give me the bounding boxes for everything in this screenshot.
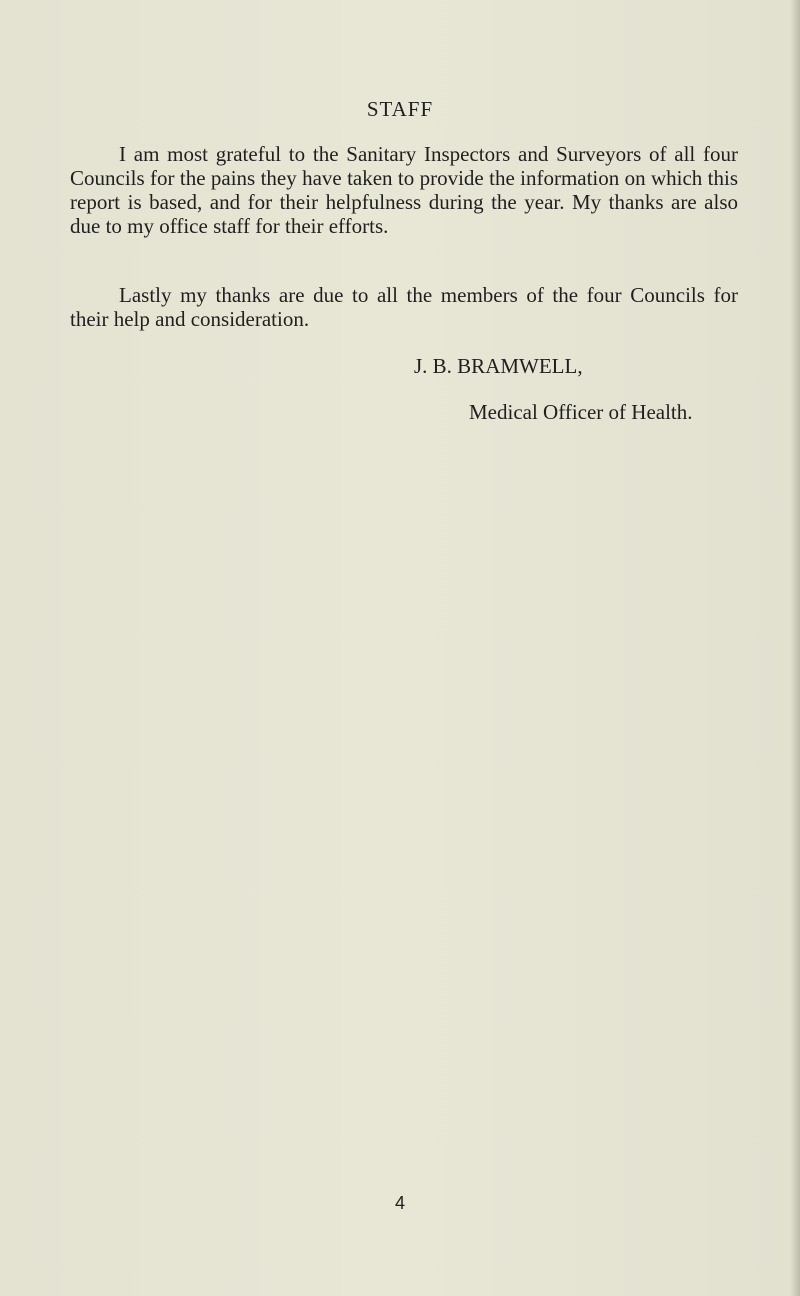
page-number: 4 [394,1193,405,1213]
signature-title: Medical Officer of Health. [469,400,693,424]
paragraph-council-thanks: Lastly my thanks are due to all the members of the four Councils for their help and consideration. [70,283,738,331]
signature-name: J. B. BRAMWELL, [414,354,583,378]
page-edge-shadow [790,0,800,1296]
paragraph-acknowledgement: I am most grateful to the Sanitary Inspectors and Surveyors of all four Councils for the pains they have taken to provide the information on which this report is based, and for their helpfulness during the year. My thanks are also due to my office staff for their efforts. [70,142,738,238]
section-heading: STAFF [366,97,434,121]
